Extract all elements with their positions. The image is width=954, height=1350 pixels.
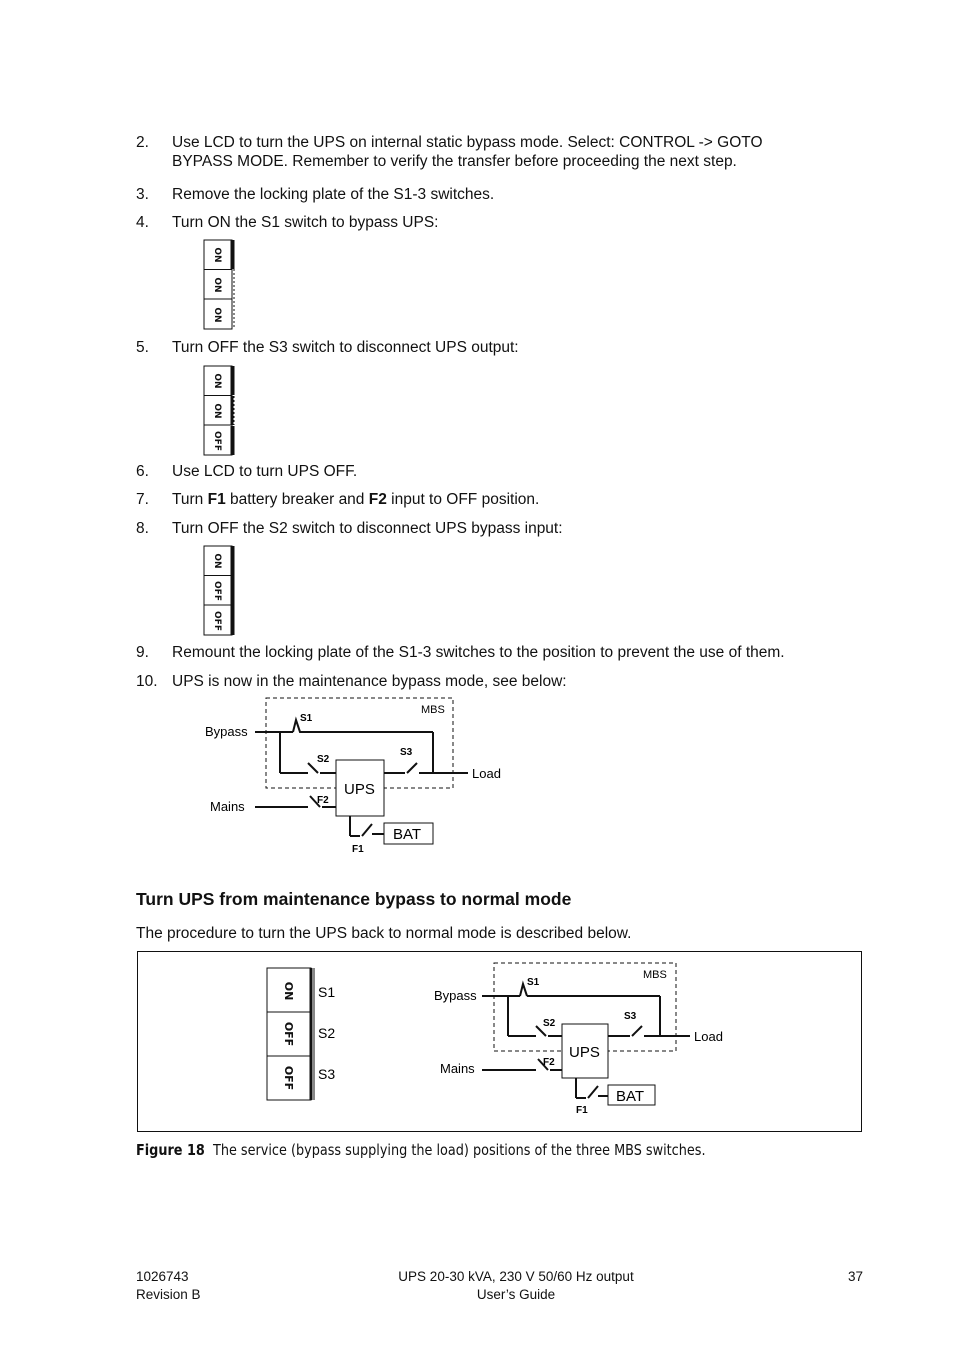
page-number: 37 (847, 1269, 863, 1284)
switch-set-step4 (203, 239, 239, 331)
bat-label: BAT (616, 1088, 645, 1105)
breaker-f1 (588, 1086, 598, 1098)
step-number: 9. (136, 644, 149, 661)
mbs-diagram-upper (200, 696, 510, 856)
switch-s3 (407, 763, 417, 773)
step-number: 5. (136, 339, 149, 356)
figure-caption-text: The service (bypass supplying the load) positions of the three MBS switches. (212, 1141, 706, 1159)
step-text: Remount the locking plate of the S1-3 switches to the position to prevent the use of them. (172, 644, 785, 661)
step-text: Remove the locking plate of the S1-3 switches. (172, 186, 495, 203)
f2-label: F2 (543, 1057, 555, 1068)
step-number: 2. (136, 134, 149, 151)
s2-label: S2 (317, 754, 330, 765)
s2-label: S2 (543, 1018, 556, 1029)
f2-label: F2 (368, 491, 387, 508)
step-number: 3. (136, 186, 149, 203)
figure-switch-state-s2: OFF (282, 1021, 295, 1047)
step-text (172, 490, 852, 509)
figure-switch-state-s3: OFF (282, 1065, 295, 1091)
step-number: 10. (136, 673, 158, 690)
bypass-label: Bypass (205, 724, 248, 739)
step-text-mid: battery breaker and (225, 491, 369, 508)
section-heading: Turn UPS from maintenance bypass to normal mode (136, 889, 572, 909)
step-text: Turn OFF the S3 switch to disconnect UPS output: (172, 339, 519, 356)
f1-label: F1 (576, 1105, 588, 1116)
switch-state-s3: OFF (212, 611, 222, 631)
switch-s3 (632, 1026, 642, 1036)
step-number: 4. (136, 214, 149, 231)
switch-state-s2: OFF (212, 581, 222, 601)
mbs-diagram-figure (430, 960, 730, 1120)
switch-state-s1: ON (212, 247, 222, 263)
step-text (172, 133, 852, 171)
load-label: Load (694, 1029, 723, 1044)
switch-state-s3: OFF (212, 431, 222, 451)
breaker-f1 (362, 824, 372, 836)
ups-label: UPS (344, 781, 375, 798)
step-number: 8. (136, 520, 149, 537)
figure-caption-label: Figure 18 (136, 1141, 205, 1159)
switch-state-s1: ON (212, 373, 222, 389)
switch-state-s2: ON (212, 403, 222, 419)
figure-switch-name-s2: S2 (318, 1025, 336, 1041)
f2-label: F2 (317, 795, 329, 806)
switch-set-step5 (203, 365, 239, 457)
figure-switch-name-s1: S1 (318, 984, 336, 1000)
footer-title-line-2: User’s Guide (476, 1287, 556, 1302)
step-text: UPS is now in the maintenance bypass mode, see below: (172, 673, 567, 690)
mbs-label: MBS (643, 969, 667, 981)
step-number: 6. (136, 463, 149, 480)
step-text: Use LCD to turn UPS OFF. (172, 463, 358, 480)
s1-label: S1 (527, 977, 540, 988)
step-text: Turn OFF the S2 switch to disconnect UPS bypass input: (172, 520, 563, 537)
step-text: Turn ON the S1 switch to bypass UPS: (172, 214, 439, 231)
mains-label: Mains (210, 799, 245, 814)
bat-label: BAT (393, 826, 422, 843)
figure-caption (136, 1141, 706, 1159)
mbs-label: MBS (421, 704, 445, 716)
figure-switch-panel (265, 966, 355, 1106)
figure-switch-name-s3: S3 (318, 1066, 336, 1082)
s1-label: S1 (300, 713, 313, 724)
switch-state-s3: ON (212, 307, 222, 323)
step-text-line-1: Use LCD to turn the UPS on internal static bypass mode. Select: CONTROL -> GOTO (172, 134, 763, 151)
s3-label: S3 (624, 1011, 637, 1022)
step-text-line-2: BYPASS MODE. Remember to verify the transfer before proceeding the next step. (172, 153, 737, 170)
switch-state-s1: ON (212, 553, 222, 569)
step-number: 7. (136, 491, 149, 508)
mains-label: Mains (440, 1061, 475, 1076)
footer-left (136, 1268, 201, 1304)
figure-switch-state-s1: ON (282, 981, 295, 1001)
footer-center (380, 1268, 652, 1304)
load-label: Load (472, 766, 501, 781)
switch-set-step8 (203, 545, 239, 637)
f1-label: F1 (352, 844, 364, 855)
f1-label: F1 (207, 491, 226, 508)
doc-number: 1026743 (136, 1269, 189, 1284)
footer-title-line-1: UPS 20-30 kVA, 230 V 50/60 Hz output (398, 1269, 634, 1284)
switch-state-s2: ON (212, 277, 222, 293)
revision: Revision B (136, 1287, 201, 1302)
bypass-label: Bypass (434, 988, 477, 1003)
switch-s1 (520, 984, 527, 996)
step-text-post: input to OFF position. (386, 491, 540, 508)
s3-label: S3 (400, 747, 413, 758)
step-text-pre: Turn (172, 491, 208, 508)
section-paragraph: The procedure to turn the UPS back to normal mode is described below. (136, 925, 632, 942)
ups-label: UPS (569, 1044, 600, 1061)
